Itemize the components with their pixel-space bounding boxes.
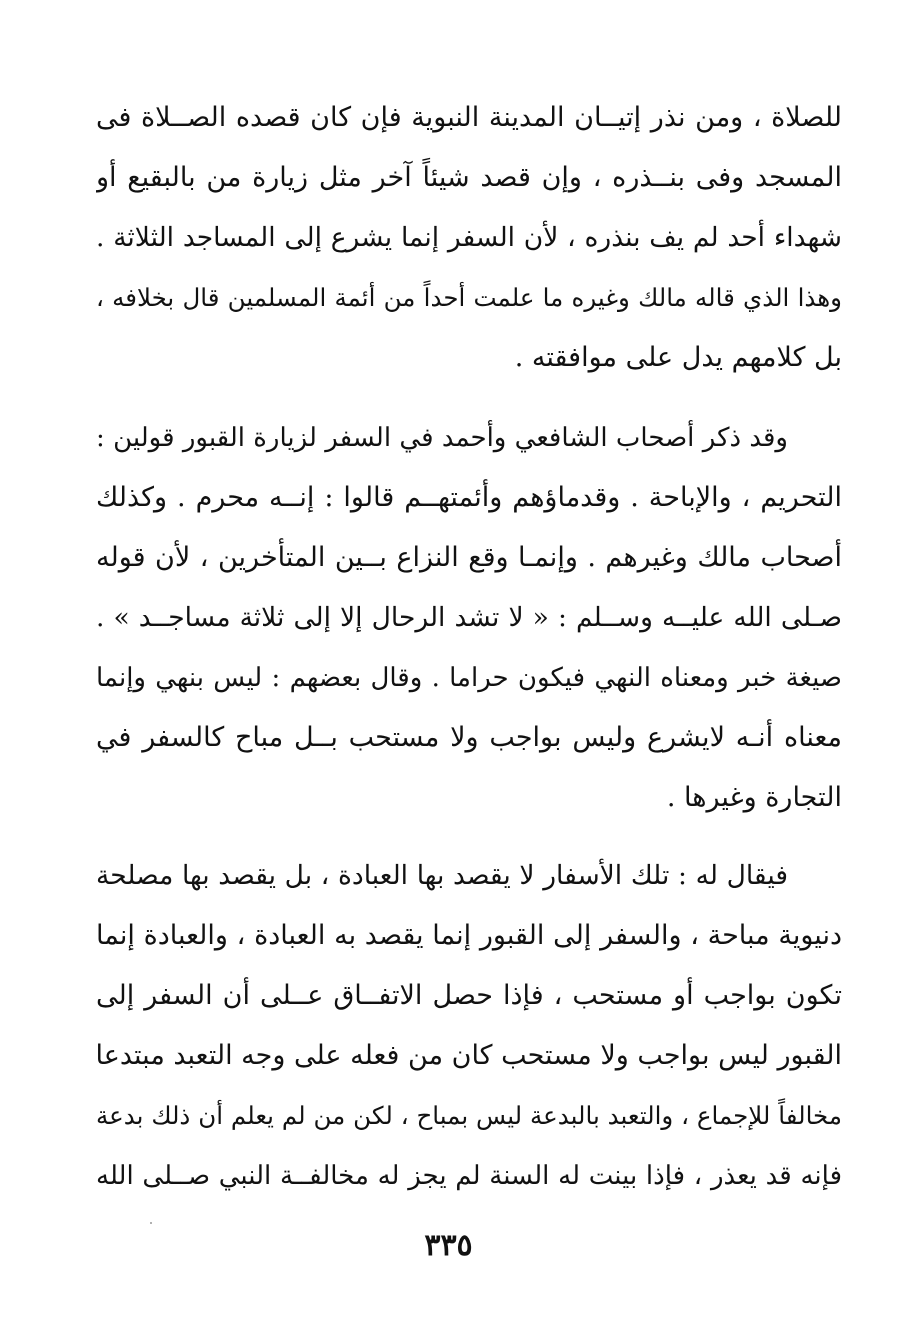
text-line: وهذا الذي قاله مالك وغيره ما علمت أحداً من أئمة المسلمين قال بخلافه ،: [96, 283, 842, 312]
page-number: ٣٣٥: [424, 1228, 473, 1263]
text-line: صـلى الله عليــه وســلم : « لا تشد الرحال إلا إلى ثلاثة مساجــد » .: [96, 602, 842, 633]
text-line: صيغة خبر ومعناه النهي فيكون حراما . وقال بعضهم : ليس بنهي وإنما: [96, 663, 842, 693]
text-line: القبور ليس بواجب ولا مستحب كان من فعله على وجه التعبد مبتدعا: [96, 1040, 842, 1071]
text-line: تكون بواجب أو مستحب ، فإذا حصل الاتفــاق عــلى أن السفر إلى: [96, 980, 842, 1011]
text-line: مخالفاً للإجماع ، والتعبد بالبدعة ليس بمباح ، لكن من لم يعلم أن ذلك بدعة: [96, 1101, 842, 1130]
text-line: للصلاة ، ومن نذر إتيــان المدينة النبوية فإن كان قصده الصــلاة فى: [96, 102, 842, 133]
scan-speck: [150, 1222, 152, 1224]
text-line: فإنه قد يعذر ، فإذا بينت له السنة لم يجز له مخالفــة النبي صــلى الله: [96, 1161, 842, 1191]
paragraph-1: [96, 88, 842, 388]
text-line: فيقال له : تلك الأسفار لا يقصد بها العبادة ، بل يقصد بها مصلحة: [96, 860, 788, 891]
text-line: معناه أنـه لايشرع وليس بواجب ولا مستحب بــل مباح كالسفر في: [96, 722, 842, 753]
text-line: أصحاب مالك وغيرهم . وإنمـا وقع النزاع بــين المتأخرين ، لأن قوله: [96, 542, 842, 573]
text-line: وقد ذكر أصحاب الشافعي وأحمد في السفر لزيارة القبور قولين :: [96, 423, 788, 453]
paragraph-2: [96, 408, 842, 828]
paragraph-3: [96, 846, 842, 1206]
text-line: المسجد وفى بنــذره ، وإن قصد شيئاً آخر مثل زيارة من بالبقيع أو: [96, 162, 842, 193]
text-line: التجارة وغيرها .: [666, 782, 842, 813]
text-line: دنيوية مباحة ، والسفر إلى القبور إنما يقصد به العبادة ، والعبادة إنما: [96, 920, 842, 951]
text-line: التحريم ، والإباحة . وقدماؤهم وأئمتهــم قالوا : إنــه محرم . وكذلك: [96, 482, 842, 513]
text-line: شهداء أحد لم يف بنذره ، لأن السفر إنما يشرع إلى المساجد الثلاثة .: [96, 222, 842, 253]
text-line: بل كلامهم يدل على موافقته .: [514, 342, 842, 373]
